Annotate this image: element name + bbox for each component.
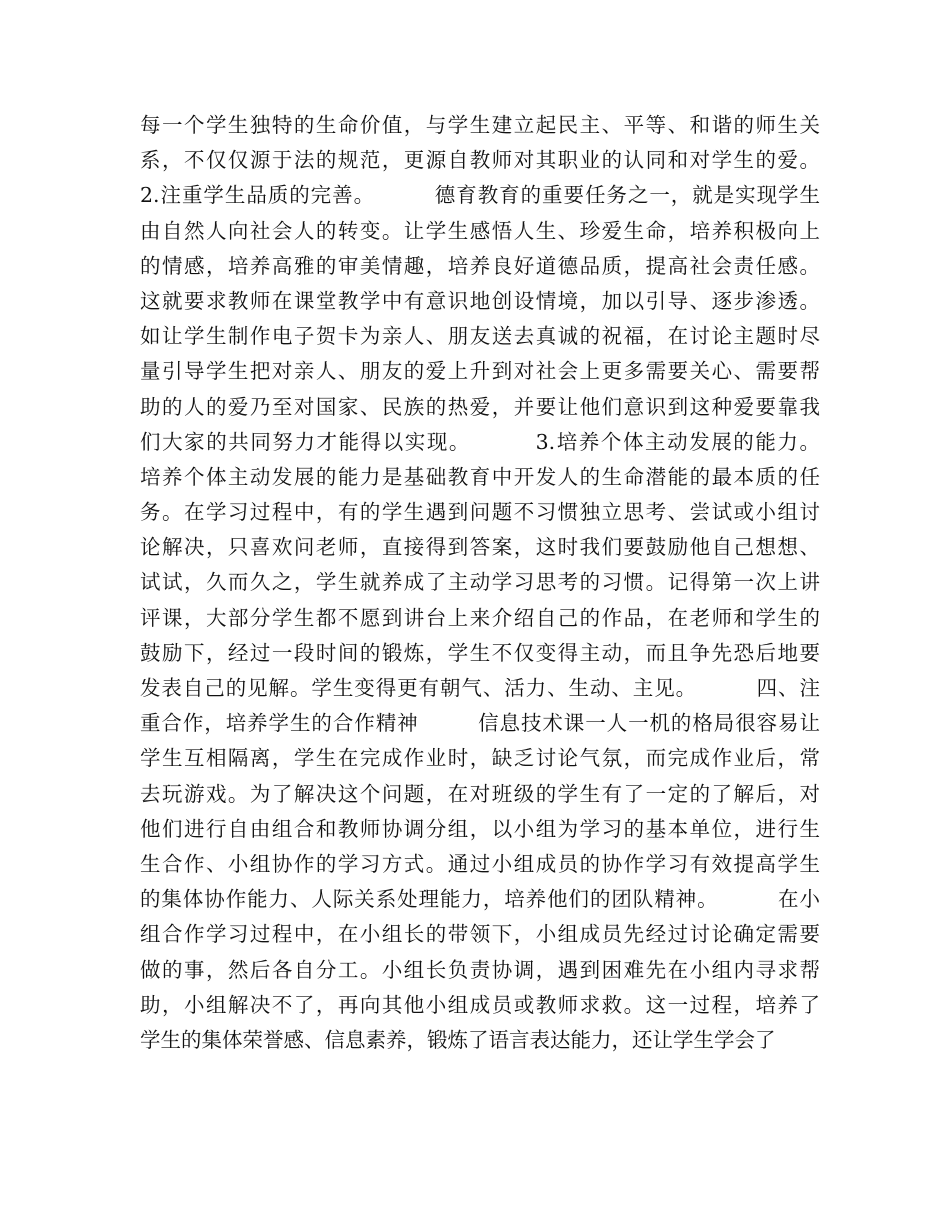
text-line: 这就要求教师在课堂教学中有意识地创设情境，加以引导、逐步渗透。	[140, 288, 820, 313]
text-line: 评课，大部分学生都不愿到讲台上来介绍自己的作品，在老师和学生的	[140, 605, 820, 630]
text-line: 助的人的爱乃至对国家、民族的热爱，并要让他们意识到这种爱要靠我	[140, 394, 820, 419]
text-line: 做的事，然后各自分工。小组长负责协调，遇到困难先在小组内寻求帮	[140, 957, 820, 982]
text-line: 如让学生制作电子贺卡为亲人、朋友送去真诚的祝福，在讨论主题时尽	[140, 324, 820, 349]
text-line: 2.注重学生品质的完善。 德育教育的重要任务之一，就是实现学生	[140, 183, 820, 208]
text-line: 量引导学生把对亲人、朋友的爱上升到对社会上更多需要关心、需要帮	[140, 359, 820, 384]
text-line: 重合作，培养学生的合作精神 信息技术课一人一机的格局很容易让	[140, 711, 820, 736]
text-line: 发表自己的见解。学生变得更有朝气、活力、生动、主见。 四、注	[140, 676, 820, 700]
text-line: 的集体协作能力、人际关系处理能力，培养他们的团队精神。 在小	[140, 887, 820, 912]
text-line: 由自然人向社会人的转变。让学生感悟人生、珍爱生命，培养积极向上	[140, 218, 820, 243]
text-line: 他们进行自由组合和教师协调分组，以小组为学习的基本单位，进行生	[140, 816, 820, 841]
text-line: 论解决，只喜欢问老师，直接得到答案，这时我们要鼓励他自己想想、	[140, 535, 820, 560]
text-line: 生合作、小组协作的学习方式。通过小组成员的协作学习有效提高学生	[140, 851, 820, 876]
text-line: 组合作学习过程中，在小组长的带领下，小组成员先经过讨论确定需要	[140, 922, 820, 947]
text-line: 系，不仅仅源于法的规范，更源自教师对其职业的认同和对学生的爱。	[140, 148, 820, 173]
text-line: 务。在学习过程中，有的学生遇到问题不习惯独立思考、尝试或小组讨	[140, 500, 820, 525]
text-line: 鼓励下，经过一段时间的锻炼，学生不仅变得主动，而且争先恐后地要	[140, 640, 820, 665]
body-text	[140, 108, 820, 1058]
text-line: 培养个体主动发展的能力是基础教育中开发人的生命潜能的最本质的任	[140, 464, 820, 489]
text-line: 们大家的共同努力才能得以实现。 3.培养个体主动发展的能力。	[140, 429, 820, 454]
text-line: 去玩游戏。为了解决这个问题，在对班级的学生有了一定的了解后，对	[140, 781, 820, 806]
text-line: 助，小组解决不了，再向其他小组成员或教师求救。这一过程，培养了	[140, 992, 820, 1017]
text-line: 的情感，培养高雅的审美情趣，培养良好道德品质，提高社会责任感。	[140, 253, 820, 278]
text-line: 学生的集体荣誉感、信息素养，锻炼了语言表达能力，还让学生学会了	[140, 1027, 776, 1052]
text-line: 每一个学生独特的生命价值，与学生建立起民主、平等、和谐的师生关	[140, 113, 820, 137]
text-line: 试试，久而久之，学生就养成了主动学习思考的习惯。记得第一次上讲	[140, 570, 820, 595]
text-line: 学生互相隔离，学生在完成作业时，缺乏讨论气氛，而完成作业后，常	[140, 746, 820, 771]
